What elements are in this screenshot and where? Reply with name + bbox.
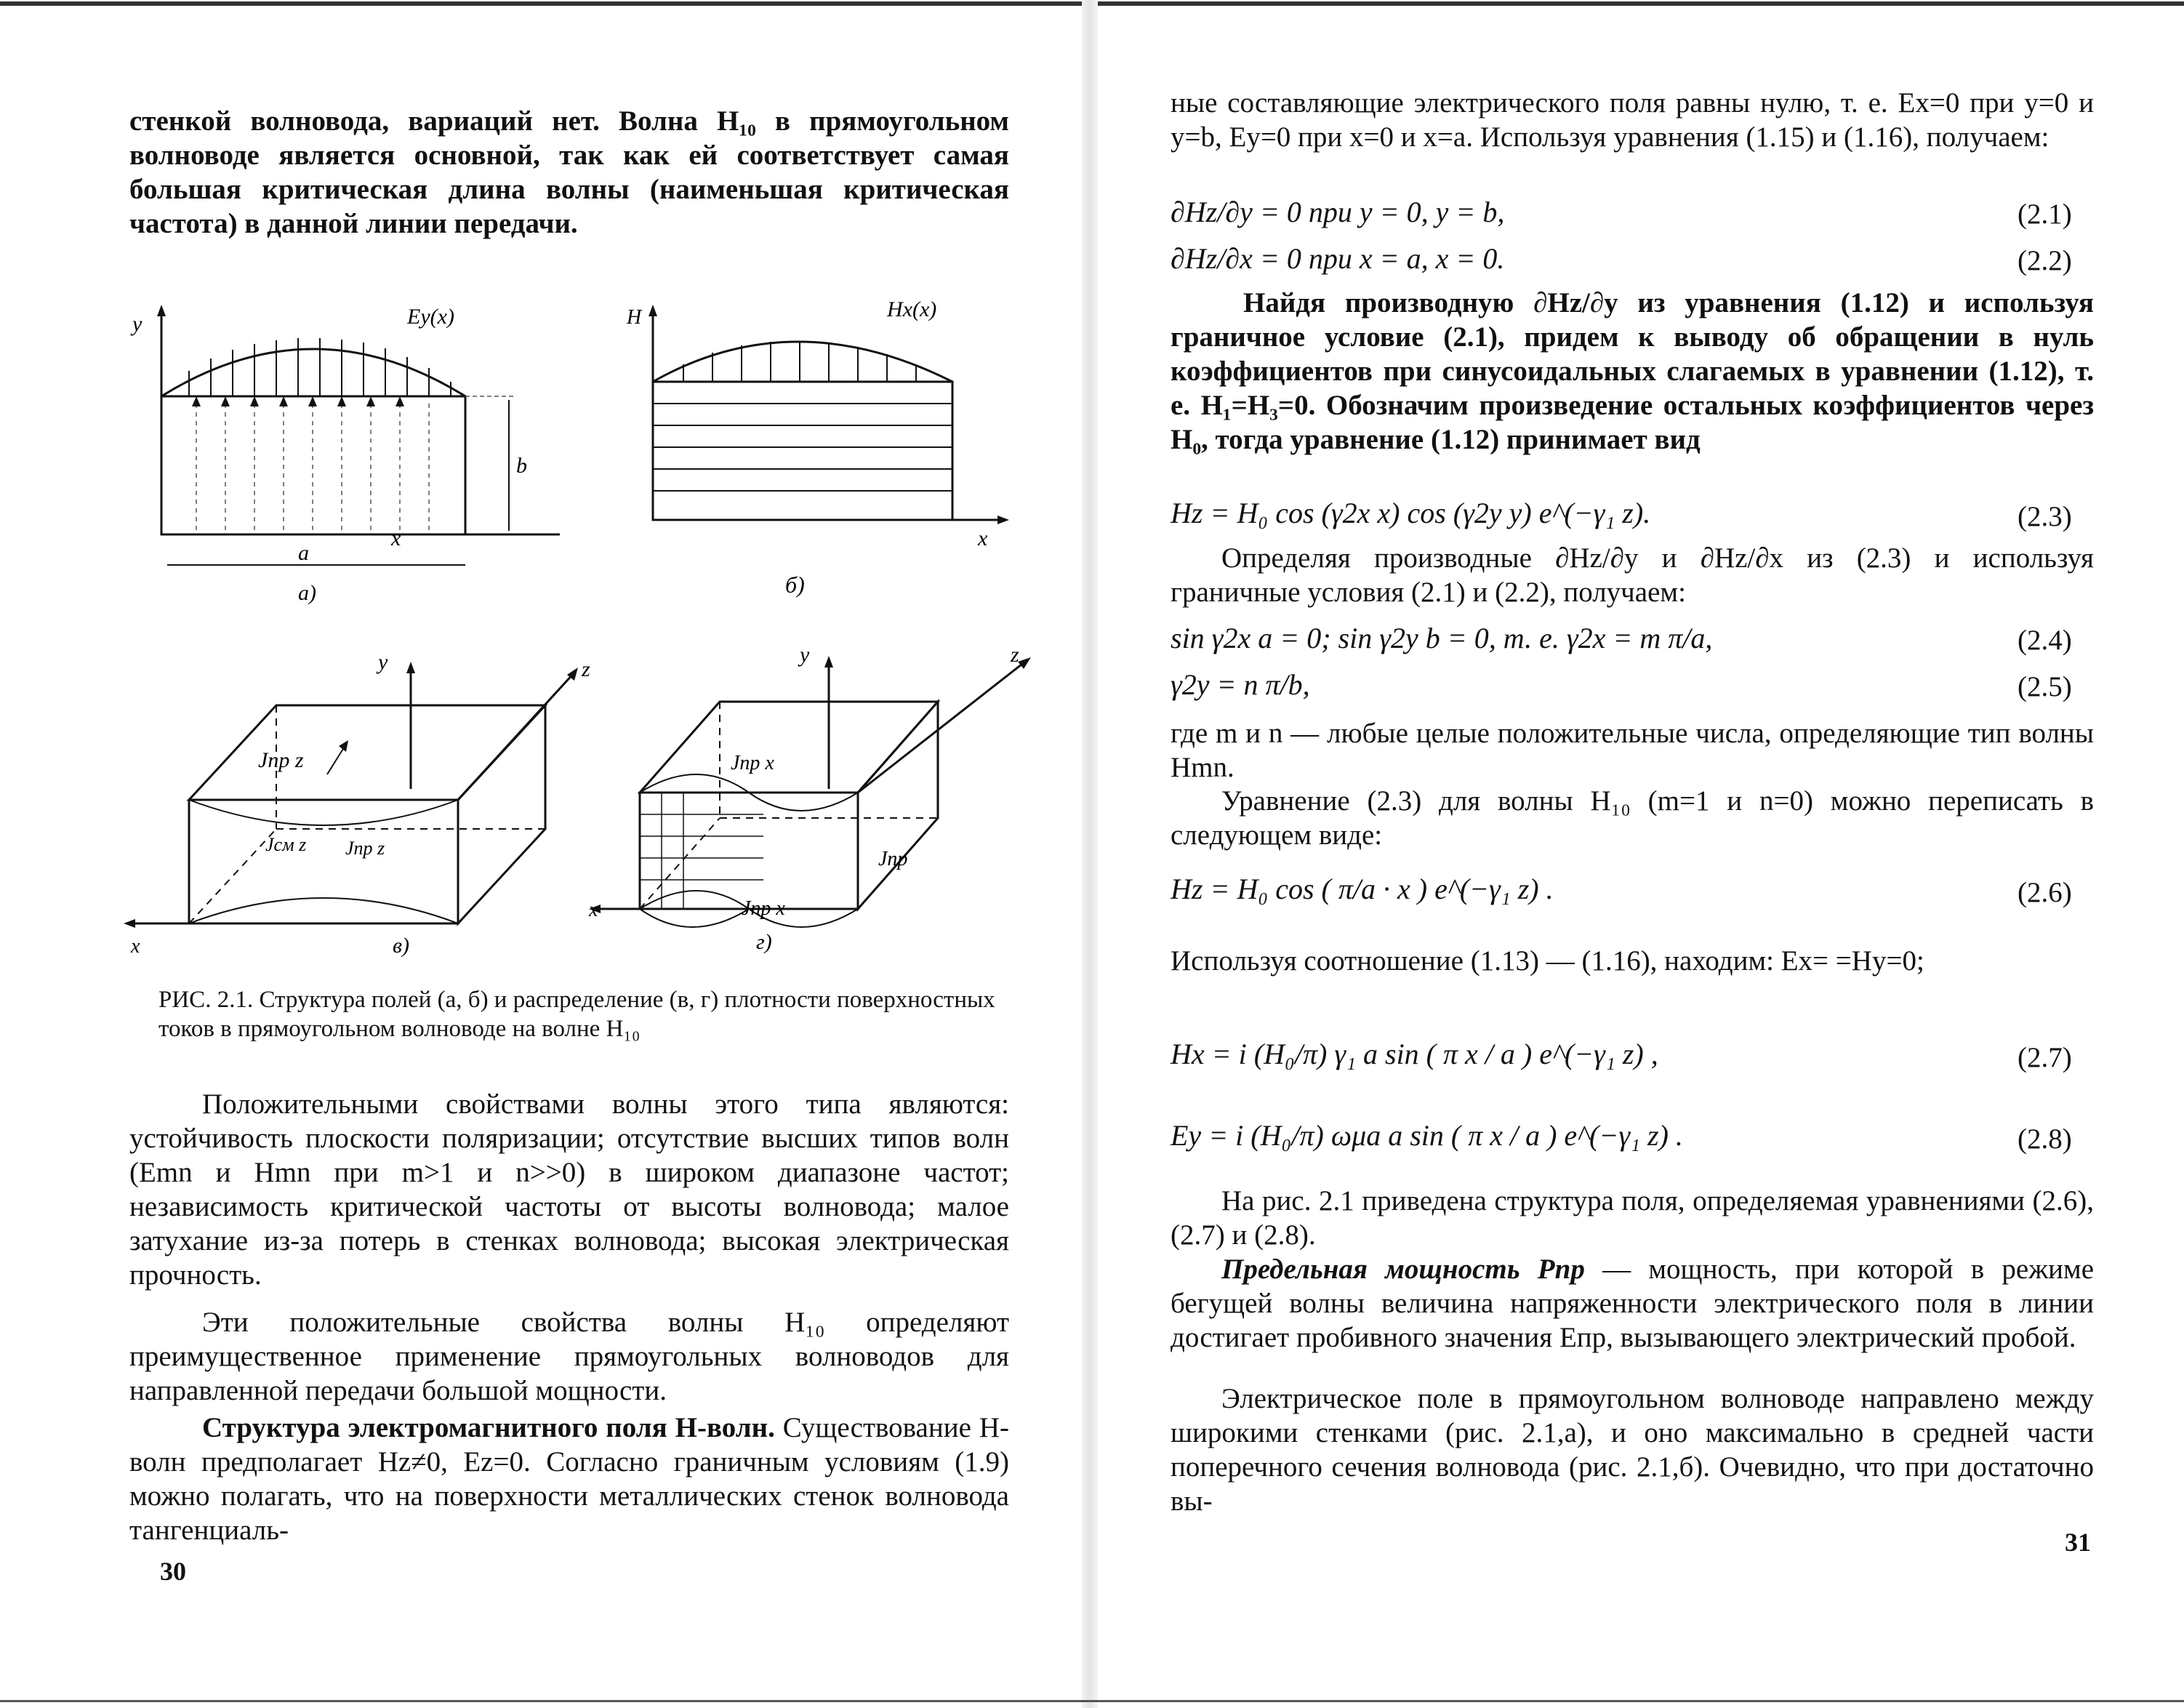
right-paragraph-8: Электрическое поле в прямоугольном волноводе направлено между широкими стенками (рис. 2.1,а), и оно максимально в средней части поперечного сечения волновода (рис. 2.1,б). Очевидно, что при достаточно вы- [1171, 1383, 2094, 1517]
equation-2-1-number: (2.1) [2018, 199, 2072, 230]
equation-2-5: γ2y = n π/b, [1171, 668, 1310, 701]
fig-d-jside: Jпр [878, 848, 908, 870]
fig-c-zlabel: z [582, 657, 590, 681]
equation-2-6-number: (2.6) [2018, 877, 2072, 908]
fig-b-ylabel: H [627, 306, 642, 329]
equation-2-2-number: (2.2) [2018, 245, 2072, 276]
fig-a-xlabel: x [391, 526, 401, 550]
hfield-lines-b [653, 404, 952, 491]
fig-b-xlabel: x [978, 526, 988, 550]
axis-y-a-arrow [157, 305, 166, 316]
left-paragraph-3 [129, 1411, 1009, 1547]
right-p7-term: Предельная мощность Pпр [1221, 1254, 1585, 1285]
equation-2-3-number: (2.3) [2018, 501, 2072, 532]
left-paragraph-2: Эти положительные свойства волны H₁₀ определяют преимущественное применение прямоугольных волноводов для направленной передачи большой мощности. [129, 1307, 1009, 1406]
equation-2-5-number: (2.5) [2018, 671, 2072, 702]
fig-c-jz: Jпр z [258, 748, 304, 772]
equation-2-2: ∂Hz/∂x = 0 при x = a, x = 0. [1171, 242, 1505, 275]
fig-a-b: b [516, 454, 527, 478]
box-side-c [458, 705, 545, 923]
equation-2-8: Ey = i (H₀/π) ωμa a sin ( π x / a ) e^(−γ₁ z) . [1171, 1119, 1683, 1152]
fig-d-zlabel: z [1011, 643, 1019, 667]
box-top-c [189, 705, 545, 800]
right-paragraph-2: Определяя производные ∂Hz/∂y и ∂Hz/∂x из (2.3) и используя граничные условия (2.1) и (2.2), получаем: [1171, 542, 2094, 608]
fig-b-panel: б) [785, 572, 805, 598]
fig-d-jbottom: Jпр x [742, 897, 785, 920]
fig-c-jt: Jпр z [345, 838, 385, 859]
right-paragraph-4: Уравнение (2.3) для волны H₁₀ (m=1 и n=0) можно переписать в следующем виде: [1171, 785, 2094, 851]
figure-a [124, 294, 560, 614]
figure-d [582, 640, 1061, 960]
field-lines-a [189, 338, 451, 396]
right-paragraph-3: где m и n — любые целые положительные числа, определяющие тип волны Hmn. [1171, 718, 2094, 783]
box-front-d [640, 793, 858, 909]
fig-d-jtop: Jпр x [731, 752, 774, 774]
equation-2-4-number: (2.4) [2018, 625, 2072, 656]
equation-2-7-number: (2.7) [2018, 1042, 2072, 1073]
left-page [0, 0, 1082, 1708]
right-top-paragraph: ные составляющие электрического поля равны нулю, т. е. Ex=0 при y=0 и y=b, Ey=0 при x=0 и x=a. Используя уравнения (1.15) и (1.16), получаем: [1171, 87, 2094, 153]
fig-d-xlabel: x [589, 899, 598, 921]
equation-2-1: ∂Hz/∂y = 0 при y = 0, y = b, [1171, 196, 1505, 228]
left-top-paragraph: стенкой волновода, вариаций нет. Волна H₁₀ в прямоугольном волноводе является основной, так как ей соответствует самая большая критическая длина волны (наименьшая критическая частота) в данной линии передачи. [129, 105, 1009, 239]
waveguide-section-a [161, 396, 465, 534]
waveguide-section-b [653, 382, 952, 520]
equation-2-7: Hx = i (H₀/π) γ₁ a sin ( π x / a ) e^(−γ₁ z) , [1171, 1038, 1658, 1070]
fig-c-panel: в) [393, 934, 410, 958]
equation-2-8-number: (2.8) [2018, 1123, 2072, 1155]
fig-b-curve-label: Hx(x) [887, 297, 937, 321]
figure-b [611, 294, 1018, 614]
fig-a-ylabel: y [132, 312, 142, 336]
right-paragraph-7 [1171, 1252, 2094, 1355]
axis-z-c [458, 673, 574, 800]
figure-caption: РИС. 2.1. Структура полей (а, б) и распределение (в, г) плотности поверхностных токов в прямоугольном волноводе на волне H₁₀ [158, 987, 995, 1042]
right-paragraph-5: Используя соотношение (1.13) — (1.16), находим: Ex= =Hy=0; [1171, 945, 1924, 977]
book-gutter [1082, 0, 1098, 1708]
left-paragraph-1: Положительными свойствами волны этого типа являются: устойчивость плоскости поляризации; отсутствие высших типов волн (Emn и Hmn при m>1 и n>>0) в широком диапазоне частот; независимость критической частоты от высоты волновода; малое затухание из-за потерь в стенках волновода; высокая электрическая прочность. [129, 1088, 1009, 1291]
right-paragraph-6: На рис. 2.1 приведена структура поля, определяемая уравнениями (2.6), (2.7) и (2.8). [1171, 1185, 2094, 1251]
equation-2-3: Hz = H₀ cos (γ2x x) cos (γ2y y) e^(−γ₁ z). [1171, 497, 1651, 529]
fig-c-xlabel: x [131, 935, 140, 958]
ey-curve [161, 349, 465, 396]
left-p3-body: Существование H-волн предполагает Hz≠0, Ez=0. Согласно граничным условиям (1.9) можно полагать, что на поверхности металлических стенок волновода тангенциаль- [129, 1412, 1009, 1546]
page-number-right: 31 [2065, 1528, 2091, 1557]
box-top-d [640, 702, 938, 793]
figure-c [124, 640, 618, 960]
right-p7-body: — мощность, при которой в режиме бегущей волны величина напряженности электрического поля в линии достигает пробивного значения Eпр, вызывающего электрический пробой. [1171, 1254, 2095, 1353]
right-page [1098, 0, 2184, 1708]
equation-2-6: Hz = H₀ cos ( π/a · x ) e^(−γ₁ z) . [1171, 873, 1554, 905]
efield-lines-a [196, 404, 429, 531]
axis-z-d [858, 662, 1025, 793]
box-side-d [858, 702, 938, 909]
fig-c-jx: Jсм z [265, 834, 307, 855]
fig-a-panel: а) [298, 581, 316, 605]
field-arrows-a [192, 396, 404, 406]
fig-c-ylabel: y [378, 650, 388, 674]
hx-curve [653, 342, 952, 382]
page-number-left: 30 [160, 1557, 186, 1586]
fig-d-ylabel: y [800, 643, 810, 667]
right-paragraph-1: Найдя производную ∂Hz/∂y из уравнения (1.12) и используя граничное условие (2.1), придем к выводу об обращении в нуль коэффициентов при синусоидальных слагаемых в уравнении (1.12), т. е. H₁=H₃=0. Обозначим произведение остальных коэффициентов через H₀, тогда уравнение (1.12) принимает вид [1171, 287, 2094, 455]
fig-a-a: a [298, 541, 309, 565]
fig-d-panel: г) [756, 930, 772, 954]
left-p3-heading: Структура электромагнитного поля H-волн. [202, 1412, 775, 1443]
fig-a-curve-label: Ey(x) [407, 305, 454, 329]
box-front-c [189, 800, 458, 923]
equation-2-4: sin γ2x a = 0; sin γ2y b = 0, т. е. γ2x = m π/a, [1171, 622, 1713, 654]
